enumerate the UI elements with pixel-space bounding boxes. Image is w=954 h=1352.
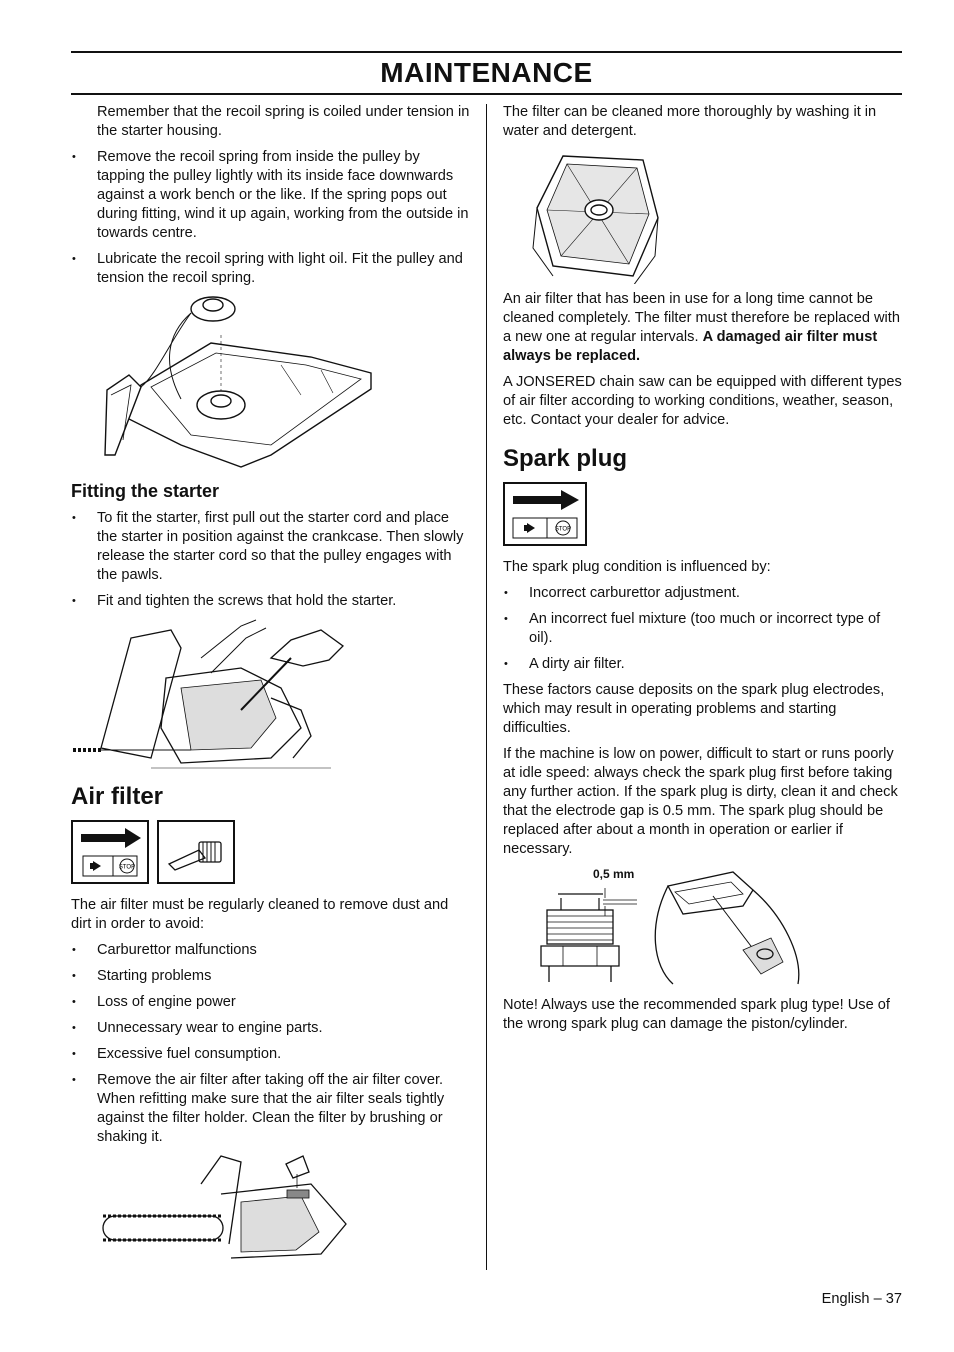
wash-text: The filter can be cleaned more thoroughly by washing it in water and detergent. bbox=[503, 104, 877, 139]
replace-text-bold: A damaged air filter must always be replaced. bbox=[503, 329, 878, 364]
page-title: MAINTENANCE bbox=[380, 57, 593, 88]
list-item: • Loss of engine power bbox=[71, 993, 471, 1012]
arrow-icon bbox=[505, 484, 585, 544]
spark-intro: The spark plug condition is influenced by: bbox=[503, 559, 771, 575]
note-text: Note! Always use the recommended spark plug type! Use of the wrong spark plug can damage the piston/cylinder. bbox=[503, 997, 890, 1032]
starter-housing-illustration bbox=[71, 295, 471, 471]
air-filter-illustration bbox=[503, 148, 903, 284]
deposits-text: These factors cause deposits on the spark plug electrodes, which may result in operating problems and starting difficulties. bbox=[503, 682, 885, 736]
right-column bbox=[503, 103, 903, 1041]
fitting-heading: Fitting the starter bbox=[71, 481, 220, 501]
fitting-starter-illustration bbox=[71, 618, 471, 778]
column-divider bbox=[486, 104, 487, 1270]
list-item: • Carburettor malfunctions bbox=[71, 941, 471, 960]
list-item: • A dirty air filter. bbox=[503, 655, 903, 674]
air-filter-icons bbox=[71, 820, 471, 884]
replace-text-regular: An air filter that has been in use for a long time cannot be cleaned completely. The filter must therefore be replaced with a new one at regular intervals. bbox=[503, 291, 900, 345]
chainsaw-air-filter-illustration bbox=[71, 1154, 471, 1266]
list-item: • Incorrect carburettor adjustment. bbox=[503, 584, 903, 603]
header-rule-bottom bbox=[71, 93, 902, 95]
page-number: English – 37 bbox=[821, 1291, 902, 1307]
gap-label: 0,5 mm bbox=[593, 867, 635, 881]
brush-icon-box bbox=[157, 820, 235, 884]
jonsered-text: A JONSERED chain saw can be equipped with different types of air filter according to working conditions, weather, season, etc. Contact your dealer for advice. bbox=[503, 374, 902, 428]
air-bullet-list bbox=[71, 941, 471, 1147]
list-item: • Fit and tighten the screws that hold the starter. bbox=[71, 592, 471, 611]
fitting-bullet-list bbox=[71, 509, 471, 611]
header-rule-top bbox=[71, 51, 902, 53]
read-instructions-stop-box bbox=[71, 820, 149, 884]
air-intro: The air filter must be regularly cleaned to remove dust and dirt in order to avoid: bbox=[71, 897, 449, 932]
brush-icon bbox=[159, 822, 233, 882]
left-column bbox=[71, 103, 471, 1266]
list-item: • Lubricate the recoil spring with light oil. Fit the pulley and tension the recoil spring. bbox=[71, 250, 471, 288]
read-instructions-stop-box bbox=[503, 482, 587, 546]
spring-bullet-list bbox=[71, 148, 471, 288]
low-power-text: If the machine is low on power, difficult to start or runs poorly at idle speed: always check the spark plug first before taking any further action. If the spark plug is dirty, clean it and check that the electrode gap is 0.5 mm. The spark plug should be replaced after about a month in operation or earlier if necessary. bbox=[503, 746, 898, 857]
recoil-intro: Remember that the recoil spring is coiled under tension in the starter housing. bbox=[97, 104, 470, 139]
spark-plug-illustration bbox=[503, 866, 903, 990]
replace-text bbox=[503, 290, 903, 366]
arrow-icon bbox=[73, 822, 147, 882]
list-item: • Unnecessary wear to engine parts. bbox=[71, 1019, 471, 1038]
list-item: • An incorrect fuel mixture (too much or incorrect type of oil). bbox=[503, 610, 903, 648]
spark-plug-heading: Spark plug bbox=[503, 445, 628, 472]
list-item: • Remove the air filter after taking off the air filter cover. When refitting make sure that the air filter seals tightly against the filter holder. Clean the filter by brushing or shaking it. bbox=[71, 1071, 471, 1147]
spark-bullet-list bbox=[503, 584, 903, 674]
list-item: • Starting problems bbox=[71, 967, 471, 986]
list-item: • Remove the recoil spring from inside the pulley by tapping the pulley lightly with its inside face downwards against a work bench or the like. If the spring pops out during fitting, wind it up again, working from the outside in towards centre. bbox=[71, 148, 471, 243]
list-item: • Excessive fuel consumption. bbox=[71, 1045, 471, 1064]
air-filter-heading: Air filter bbox=[71, 783, 164, 810]
stop-label: STOP bbox=[554, 526, 572, 533]
stop-label: STOP bbox=[118, 864, 136, 871]
list-item: • To fit the starter, first pull out the starter cord and place the starter in position against the crankcase. Then slowly release the starter cord so that the pulley engages with the pawls. bbox=[71, 509, 471, 585]
